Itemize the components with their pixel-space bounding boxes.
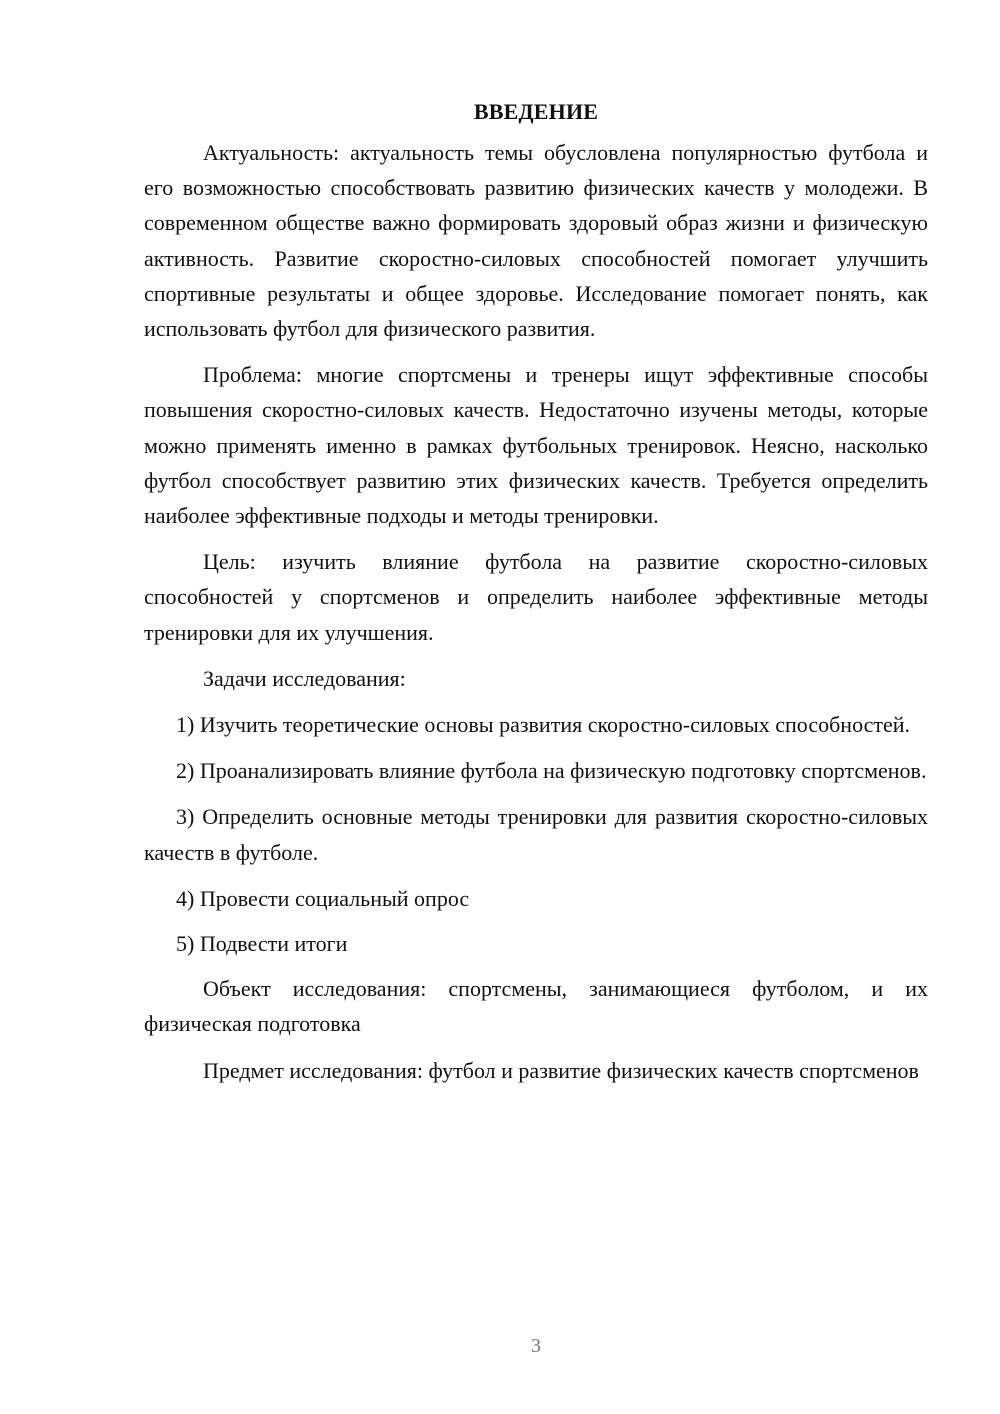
task-item-4: 4) Провести социальный опрос — [176, 885, 470, 911]
problem-paragraph: Проблема: многие спортсмены и тренеры ищут эффективные способы повышения скоростно-силовых качеств. Недостаточно изучены методы, которые можно применять именно в рамках футбольных тренировок. Неясно, насколько футбол способствует развитию этих физических качеств. Требуется определить наиболее эффективные подходы и методы тренировки. — [144, 362, 928, 529]
task-item-2: 2) Проанализировать влияние футбола на физическую подготовку спортсменов. — [176, 758, 927, 784]
task-item-3: 3) Определить основные методы тренировки для развития скоростно-силовых качеств в футболе. — [144, 804, 928, 865]
section-title: ВВЕДЕНИЕ — [473, 99, 599, 124]
page-number: 3 — [531, 1335, 541, 1357]
relevance-paragraph: Актуальность: актуальность темы обусловлена популярностью футбола и его возможностью способствовать развитию физических качеств у молодежи. В современном обществе важно формировать здоровый образ жизни и физическую активность. Развитие скоростно-силовых способностей помогает улучшить спортивные результаты и общее здоровье. Исследование помогает понять, как использовать футбол для физического развития. — [144, 140, 928, 342]
tasks-heading: Задачи исследования: — [203, 665, 406, 691]
task-item-5: 5) Подвести итоги — [176, 931, 348, 957]
subject-paragraph: Предмет исследования: футбол и развитие физических качеств спортсменов — [203, 1057, 919, 1083]
page-content — [144, 94, 928, 1099]
task-item-1: 1) Изучить теоретические основы развития скоростно-силовых способностей. — [176, 712, 911, 738]
goal-paragraph: Цель: изучить влияние футбола на развитие скоростно-силовых способностей у спортсменов и определить наиболее эффективные методы тренировки для их улучшения. — [144, 549, 928, 645]
object-paragraph: Объект исследования: спортсмены, занимающиеся футболом, и их физическая подготовка — [144, 976, 928, 1037]
